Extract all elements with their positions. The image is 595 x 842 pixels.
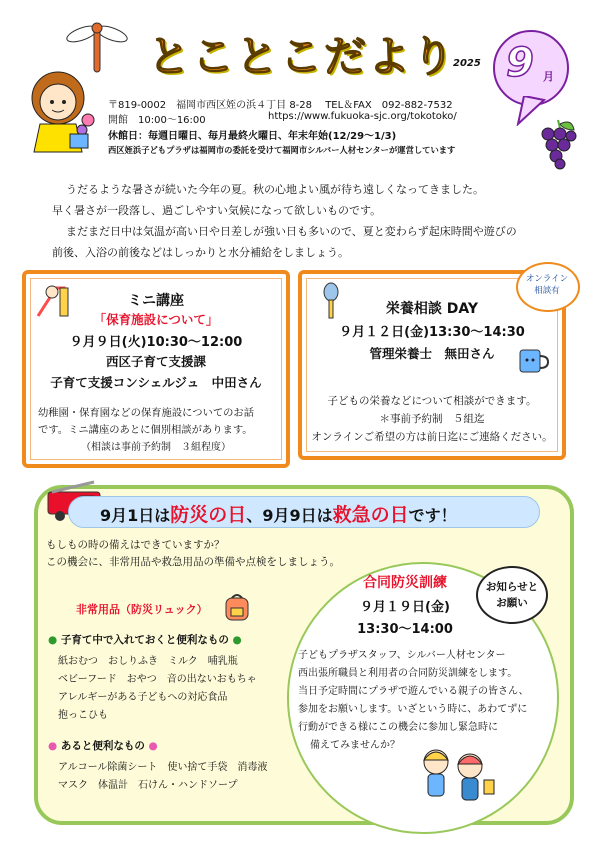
month-unit: 月	[543, 70, 554, 83]
intro-line-3: まだまだ日中は気温が高い日や日差しが強い日も多いので、夏と変わらず起床時間や遊びの	[66, 225, 517, 238]
disaster-line-1: もしもの時の備えはできていますか？	[46, 539, 225, 551]
month-number: 9	[506, 40, 534, 86]
grapes-illustration	[538, 118, 578, 174]
banner-ending: です！	[408, 506, 457, 525]
convenient-items-label: 子育て中で入れておくと便利なもの	[60, 634, 229, 646]
mini-lecture-dept: 西区子育て支援課	[105, 354, 206, 369]
joint-drill-text-3: 当日予定時間にプラザで遊んでいる親子の皆さん、	[298, 686, 529, 697]
mini-lecture-topic: 「保育施設について」	[93, 312, 219, 327]
intro-line-1: うだるような暑さが続いた今年の夏。秋の心地よい風が待ち遠しくなってきました。	[66, 183, 484, 196]
useful-item-line-2: マスク 体温計 石けん・ハンドソープ	[58, 780, 238, 791]
backpack-icon	[222, 592, 252, 626]
banner-disaster-day: 防災の日	[170, 504, 247, 526]
banner-date-1: 9月1日	[100, 506, 155, 525]
useful-items-label: あると便利なもの	[60, 740, 145, 752]
mini-lecture-note: （相談は事前予約制 ３組程度）	[81, 442, 231, 453]
pink-bullet-icon: ●	[48, 740, 58, 752]
online-badge-line-1: オンライン	[525, 274, 569, 284]
intro-line-2: 早く暑さが一段落し、過ごしやすい気候になって欲しいものです。	[52, 204, 382, 217]
nutrition-heading: 栄養相談 DAY	[385, 301, 479, 317]
evacuating-kids-illustration	[418, 744, 498, 810]
mini-lecture-heading: ミニ講座	[128, 293, 184, 309]
year-label: 2025	[453, 58, 481, 69]
mini-lecture-desc-1: 幼稚園・保育園などの保育施設についてのお話	[38, 407, 255, 419]
kit-item-line-3: アレルギーがある子どもへの対応食品	[58, 692, 228, 703]
kit-item-line-2: ベビーフード おやつ 音の出ないおもちゃ	[58, 674, 257, 685]
hours-line: 開館 10:00～16:00	[108, 115, 206, 126]
nutrition-desc-2: ＊事前予約制 ５組迄	[379, 413, 485, 425]
banner-particle-1: は	[154, 506, 171, 525]
joint-drill-text-6: 備えてみませんか？	[310, 740, 400, 751]
convenient-items-heading	[48, 632, 242, 647]
mini-lecture-date: ９月９日(火)10:30～12:00	[69, 335, 243, 350]
banner-comma: 、	[246, 506, 263, 525]
mini-lecture-person: 子育て支援コンシェルジュ 中田さん	[50, 375, 262, 390]
green-bullet-icon: ●	[232, 634, 242, 646]
green-bullet-icon: ●	[48, 634, 58, 646]
emergency-kit-title: 非常用品（防災リュック）	[76, 603, 208, 616]
website-link[interactable]: https://www.fukuoka-sjc.org/tokotoko/	[268, 111, 457, 122]
kit-item-line-4: 抱っこひも	[58, 710, 108, 721]
address-line: 〒819-0002 福岡市西区姪の浜４丁目 8-28 TEL＆FAX 092-882-7532	[108, 100, 453, 111]
cup-illustration	[516, 346, 550, 380]
newsletter-title: とことこだより	[148, 32, 457, 81]
joint-drill-time: 13:30～14:00	[357, 622, 453, 637]
pink-bullet-icon: ●	[148, 740, 158, 752]
joint-drill-text-5: 行動ができる様にこの機会に参加し緊急時に	[298, 722, 498, 733]
disaster-line-2: この機会に、非常用品や救急用品の準備や点検をしましょう。	[46, 556, 340, 568]
joint-drill-text-2: 西出張所職員と利用者の合同防災訓練をします。	[298, 668, 518, 679]
notice-burst-line-1: お知らせと	[485, 581, 539, 593]
joint-drill-date: ９月１９日(金)	[360, 600, 450, 615]
nutrition-desc-3: オンラインご希望の方は前日迄にご連絡ください。	[311, 431, 553, 443]
disaster-banner-text	[100, 500, 457, 527]
nutrition-date: ９月１２日(金)13:30～14:30	[339, 325, 525, 340]
banner-particle-2: は	[316, 506, 333, 525]
notice-burst-line-2: お願い	[496, 597, 528, 609]
banner-emergency-day: 救急の日	[332, 504, 409, 526]
closed-days-line: 休館日：毎週日曜日、毎月最終火曜日、年末年始(12/29～1/3)	[108, 131, 397, 142]
online-badge-line-2: 相談有	[534, 286, 560, 296]
mini-lecture-desc-2: です。ミニ講座のあとに個別相談があります。	[38, 424, 253, 436]
nutrition-person: 管理栄養士 無田さん	[369, 346, 495, 361]
nutrition-desc-1: 子どもの栄養などについて相談ができます。	[327, 395, 537, 407]
joint-drill-title: 合同防災訓練	[363, 575, 447, 591]
girl-with-flowers-illustration	[22, 68, 102, 162]
useful-item-line-1: アルコール除菌シート 使い捨て手袋 消毒液	[58, 762, 268, 773]
banner-date-2: 9月9日	[262, 506, 317, 525]
intro-line-4: 前後、入浴の前後などはしっかりと水分補給をしましょう。	[52, 246, 349, 259]
useful-items-heading	[48, 738, 158, 753]
operator-line: 西区姪浜子どもプラザは福岡市の委託を受けて福岡市シルバー人材センターが運営しています	[108, 145, 456, 155]
joint-drill-text-4: 参加をお願いします。いざという時に、あわてずに	[298, 704, 528, 715]
joint-drill-text-1: 子どもプラザスタッフ、シルバー人材センター	[298, 650, 506, 661]
kit-item-line-1: 紙おむつ おしりふき ミルク 哺乳瓶	[58, 656, 238, 667]
